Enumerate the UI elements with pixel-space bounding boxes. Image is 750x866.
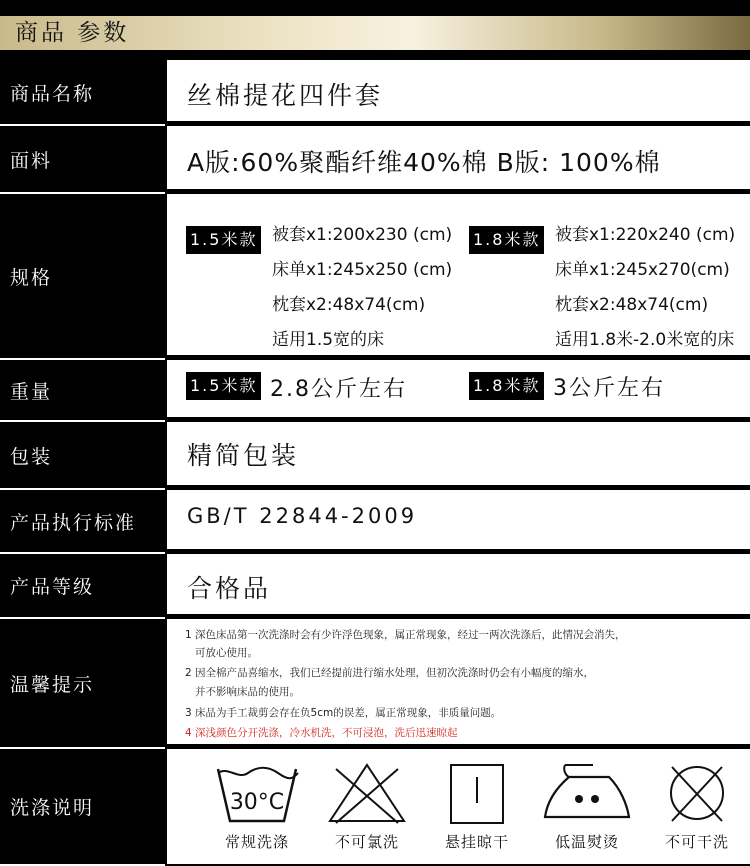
spec-line: 适用1.5宽的床 — [272, 330, 385, 350]
row-label: 产品等级 — [0, 554, 165, 617]
row-label: 商品名称 — [0, 60, 165, 124]
row-value-cell — [167, 749, 750, 864]
weight-value-1-8: 3公斤左右 — [553, 376, 665, 401]
row-label: 洗涤说明 — [0, 749, 165, 864]
standard-value: GB/T 22844-2009 — [187, 504, 418, 528]
row-grade — [0, 554, 750, 617]
grade-value: 合格品 — [187, 574, 272, 603]
spec-line: 枕套x2:48x74(cm) — [555, 295, 709, 315]
size-tag-1-5: 1.5米款 — [186, 226, 261, 254]
row-value-cell — [167, 126, 750, 192]
care-label: 不可干洗 — [664, 833, 729, 851]
iron-low-icon — [539, 759, 635, 825]
row-weight — [0, 360, 750, 420]
hang-dry-icon — [432, 759, 522, 825]
tip-line: 并不影响床品的使用。 — [195, 686, 300, 698]
page-title: 商品 参数 — [15, 20, 130, 46]
row-packaging — [0, 422, 750, 488]
row-label: 温馨提示 — [0, 619, 165, 747]
product-name: 丝棉提花四件套 — [187, 81, 384, 110]
row-label: 重量 — [0, 360, 165, 420]
row-label: 产品执行标准 — [0, 490, 165, 552]
row-spec — [0, 194, 750, 358]
size-tag-1-8: 1.8米款 — [469, 226, 544, 254]
row-value-cell — [167, 554, 750, 617]
no-bleach-icon — [322, 759, 412, 825]
row-value-cell — [167, 194, 750, 358]
size-tag-1-8: 1.8米款 — [469, 372, 544, 400]
row-name — [0, 60, 750, 124]
care-label: 常规洗涤 — [224, 833, 289, 851]
tip-line: 1 深色床品第一次洗涤时会有少许浮色现象，属正常现象，经过一两次洗涤后，此情况会消失， — [185, 629, 626, 641]
row-label: 包装 — [0, 422, 165, 488]
care-item — [532, 759, 642, 852]
tip-line-warning: 4 深浅颜色分开洗涤，冷水机洗，不可浸泡，洗后迅速晾起 — [185, 727, 458, 739]
row-label: 面料 — [0, 126, 165, 192]
packaging-value: 精简包装 — [187, 441, 300, 470]
row-value-cell — [167, 619, 750, 747]
row-care — [0, 749, 750, 864]
row-value-cell — [167, 490, 750, 552]
spec-line: 床单x1:245x270(cm) — [555, 260, 730, 280]
care-item — [422, 759, 532, 852]
washtub-icon — [212, 759, 302, 825]
row-fabric — [0, 126, 750, 192]
spec-line: 枕套x2:48x74(cm) — [272, 295, 426, 315]
weight-value-1-5: 2.8公斤左右 — [270, 377, 407, 402]
wash-temp: 30°C — [229, 790, 285, 815]
row-standard — [0, 490, 750, 552]
header-bar — [0, 16, 750, 50]
row-value-cell — [167, 360, 750, 420]
row-tips — [0, 619, 750, 747]
spec-line: 适用1.8米-2.0米宽的床 — [555, 330, 735, 350]
care-item — [642, 759, 750, 852]
tip-line: 3 床品为手工裁剪会存在负5cm的误差，属正常现象，非质量问题。 — [185, 707, 502, 719]
spec-line: 床单x1:245x250 (cm) — [272, 260, 453, 280]
row-value-cell — [167, 422, 750, 488]
care-item — [202, 759, 312, 852]
care-item — [312, 759, 422, 852]
spec-line: 被套x1:220x240 (cm) — [555, 225, 736, 245]
size-tag-1-5: 1.5米款 — [186, 372, 261, 400]
care-label: 低温熨烫 — [554, 833, 619, 851]
care-label: 不可氯洗 — [334, 833, 399, 851]
no-dryclean-icon — [652, 759, 742, 825]
tip-line: 2 因全棉产品喜缩水，我们已经提前进行缩水处理，但初次洗涤时仍会有小幅度的缩水， — [185, 667, 595, 679]
row-label: 规格 — [0, 194, 165, 358]
spec-line: 被套x1:200x230 (cm) — [272, 225, 453, 245]
tip-line: 可放心使用。 — [195, 647, 258, 659]
care-label: 悬挂晾干 — [444, 833, 509, 851]
row-value-cell — [167, 60, 750, 124]
fabric-value: A版:60%聚酯纤维40%棉 B版: 100%棉 — [187, 148, 661, 177]
